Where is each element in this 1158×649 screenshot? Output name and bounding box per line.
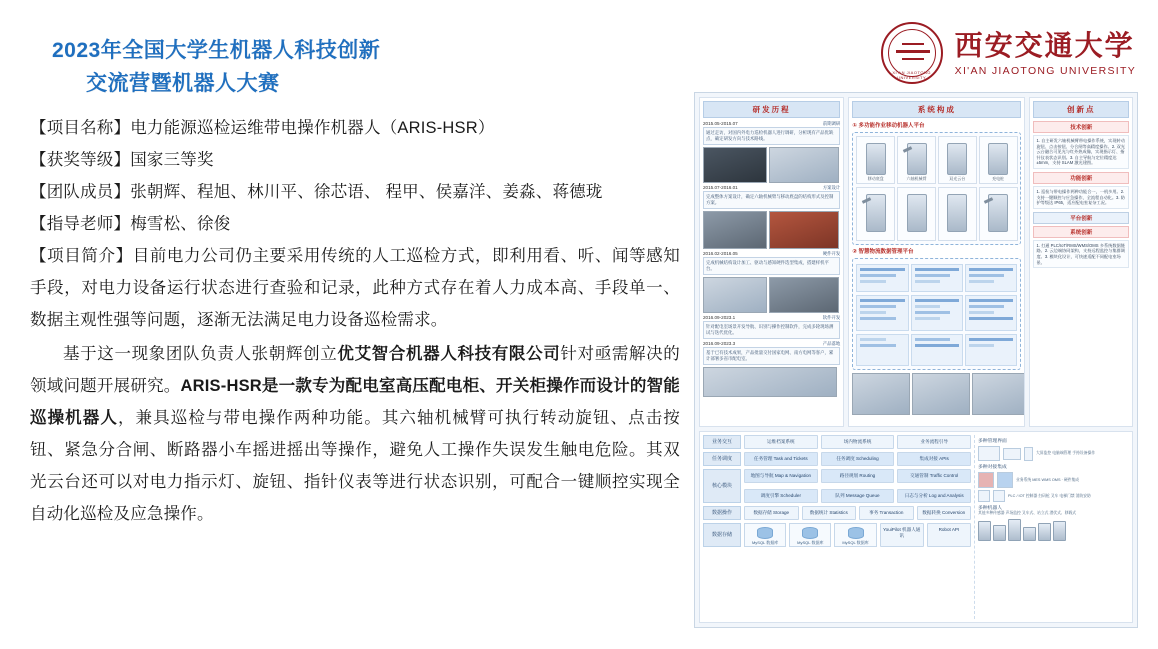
architecture-db-label: MySQL 数据库 xyxy=(751,540,779,545)
history-note-1: 完成整体方案设计，确定六轴机械臂与移动底盘的结构形式及控制方案。 xyxy=(703,191,840,209)
architecture-integrations xyxy=(974,435,1129,619)
system-block1-title: ① 多功能作业移动机器人平台 xyxy=(852,123,925,129)
page-title-line2: 交流营暨机器人大赛 xyxy=(86,72,280,95)
phone-icon xyxy=(1024,447,1033,461)
field-label-advisors: 【指导老师】 xyxy=(30,215,131,233)
monitor-icon xyxy=(978,446,1000,461)
platform-screen xyxy=(911,295,963,331)
history-entry xyxy=(703,185,840,209)
robot-cell xyxy=(938,187,977,241)
innovation-group-title-2: 系统创新 xyxy=(1033,226,1129,238)
system-robot-platform xyxy=(852,132,1021,245)
field-row-advisors xyxy=(30,208,680,240)
system-block-icon xyxy=(978,472,994,488)
paragraph-seg3: 针对亟需解决的领域问题开展研究。 xyxy=(30,345,680,395)
history-photo xyxy=(703,277,767,313)
robot-cell xyxy=(897,136,936,184)
field-row-team-members xyxy=(30,176,680,208)
history-thumbs-2 xyxy=(703,277,840,313)
integration-caption-1: 业务系统 MES WMS OMS · 硬件集成 xyxy=(1016,477,1080,482)
scanner-icon xyxy=(993,490,1005,502)
architecture-cell: 数据存储 Storage xyxy=(744,506,799,520)
innovation-heading: 创新点 xyxy=(1033,101,1129,118)
platform-screen xyxy=(965,295,1017,331)
field-value-project-name: 电力能源巡检运维带电操作机器人（ARIS-HSR） xyxy=(130,119,495,137)
history-stage-2: 硬件开发 xyxy=(822,251,841,256)
robot-icon xyxy=(1023,527,1036,541)
architecture-cell: 业务流程引导 xyxy=(897,435,971,449)
robot-cell-caption-0: 移动底盘 xyxy=(867,176,884,181)
system-data-platform xyxy=(852,258,1021,370)
field-row-project-name xyxy=(30,112,680,144)
history-date-4: 2016.09-2023.3 xyxy=(703,341,736,346)
integration-devices xyxy=(978,490,1129,502)
field-value-intro: 目前电力公司仍主要采用传统的人工巡检方式，即利用看、听、闻等感知手段，对电力设备运行状态进行查验和记录，此种方式存在着人力成本高、手段单一、数据主观性强等问题，逐渐无法满足电力设备巡检需求。 xyxy=(30,247,680,329)
architecture-cell: 调度引擎 Scheduler xyxy=(744,489,818,503)
history-entry xyxy=(703,251,840,275)
laptop-icon xyxy=(1003,448,1021,460)
poster-column-innovation xyxy=(1029,97,1133,427)
integration-caption-2: PLC / IOT 控制器 扫码枪 叉车 电梯门禁 消防安防 xyxy=(1008,493,1091,498)
architecture-cell: Robot API xyxy=(927,523,971,547)
robot-icon xyxy=(1053,521,1066,541)
history-note-0: 通过走访，对国内外电力巡检机器人进行调研，分析现有产品优缺点，确定研发方向与技术路线。 xyxy=(703,127,840,145)
system-block-icon xyxy=(997,472,1013,488)
architecture-db-label: MySQL 数据库 xyxy=(842,540,869,545)
architecture-row-label-0: 业务交互 xyxy=(703,435,741,449)
architecture-cell: 集成对接 APIs xyxy=(897,452,971,466)
architecture-cell: 数据转换 Conversion xyxy=(917,506,972,520)
robot-cell xyxy=(856,136,895,184)
architecture-cell: 路径规划 Routing xyxy=(821,469,895,483)
integration-caption-0: 大屏监控 电脑端管理 手持设备操作 xyxy=(1036,451,1096,455)
architecture-cell: 任务管理 Task and Tickets xyxy=(744,452,818,466)
paragraph-product-highlight: ARIS-HSR是一款专为配电室高压配电柜、开关柜操作而设计的智能巡操机器人 xyxy=(30,377,680,427)
history-thumbs-0 xyxy=(703,147,840,183)
architecture-cell: 日志与分析 Log and Analysis xyxy=(897,489,971,503)
robot-lineup xyxy=(978,519,1129,541)
history-stage-3: 软件开发 xyxy=(822,315,841,320)
innovation-group-body-1: 1. 巡检与带电操作两种功能合一，一机多用。2. 支持一键顺控与应急操作，全流程自动化。3. 防护等级达 IP65，适应配电室复杂工况。 xyxy=(1033,186,1129,209)
architecture-cell: 运维档案系统 xyxy=(744,435,818,449)
university-logo xyxy=(881,18,1136,88)
poster-column-system xyxy=(848,97,1025,427)
integration-devices xyxy=(978,472,1129,488)
paragraph-seg1: 基于这一现象团队负责人张朝辉创立 xyxy=(63,345,338,363)
architecture-db-cell xyxy=(744,523,786,547)
field-value-team-members: 张朝辉、程旭、林川平、徐芯语、 程甲、侯嘉洋、姜淼、蒋德珑 xyxy=(130,183,603,201)
history-stage-1: 方案设计 xyxy=(822,185,841,190)
field-value-award-level: 国家三等奖 xyxy=(130,151,214,169)
architecture-db-cell xyxy=(834,523,876,547)
architecture-cell: 交通管制 Traffic Control xyxy=(897,469,971,483)
university-name-cn: 西安交通大学 xyxy=(954,28,1135,62)
architecture-db-cell xyxy=(789,523,831,547)
architecture-db-label: MySQL 数据库 xyxy=(797,540,824,545)
architecture-cell: 任务调度 Scheduling xyxy=(821,452,895,466)
history-photo xyxy=(703,147,767,183)
page-title-line1: 2023年全国大学生机器人科技创新 xyxy=(52,39,381,62)
robot-icon xyxy=(978,521,991,541)
field-row-award-level xyxy=(30,144,680,176)
architecture-row-label-1: 任务调度 xyxy=(703,452,741,466)
integration-label-1: 多种对接集成 xyxy=(978,465,1007,470)
robot-cell xyxy=(979,187,1018,241)
robot-icon xyxy=(1008,519,1021,541)
history-photo xyxy=(703,367,837,397)
robot-cell-caption-1: 六轴机械臂 xyxy=(906,176,927,181)
architecture-matrix xyxy=(703,435,971,619)
history-date-1: 2015.07-2016.01 xyxy=(703,185,738,190)
history-thumbs-1 xyxy=(703,211,840,249)
architecture-cell: 数据统计 Statistics xyxy=(802,506,857,520)
robot-cell xyxy=(938,136,977,184)
seal-text: XI'AN JIAOTONG UNIVERSITY xyxy=(892,70,931,80)
university-name-en: XI'AN JIAOTONG UNIVERSITY xyxy=(954,64,1136,77)
innovation-group-body-0: 1. 自主研发六轴机械臂带电操作系统，实现转动旋钮、点击按钮、分合闸等高精度操作。2. 双光云台融合可见光与红外热成像，实现指示灯、指针仪表状态识别。3. 自主导航与定位精度达 ±5mm，支持 SLAM 激光建图。 xyxy=(1033,135,1129,169)
architecture-row xyxy=(703,523,971,547)
history-date-0: 2015.05-2015.07 xyxy=(703,121,738,126)
architecture-cell: 事务 Transaction xyxy=(859,506,914,520)
architecture-row xyxy=(703,506,971,520)
innovation-group-title-0: 技术创新 xyxy=(1033,121,1129,133)
integration-label-3: 多种机器人 xyxy=(978,506,1002,511)
field-value-advisors: 梅雪松、徐俊 xyxy=(130,215,231,233)
integration-label-0: 多种管理界面 xyxy=(978,439,1007,444)
robot-cell xyxy=(856,187,895,241)
poster-architecture-section xyxy=(699,431,1133,623)
platform-screen xyxy=(856,264,908,292)
field-label-award-level: 【获奖等级】 xyxy=(30,151,131,169)
architecture-row-label-2: 核心模块 xyxy=(703,469,741,503)
architecture-cell: YouiPilot 机器人通讯 xyxy=(880,523,924,547)
controller-icon xyxy=(978,490,990,502)
field-label-intro: 【项目简介】 xyxy=(30,247,133,265)
architecture-row-label-3: 数据操作 xyxy=(703,506,741,520)
field-label-team-members: 【团队成员】 xyxy=(30,183,131,201)
university-seal-icon xyxy=(881,22,943,84)
system-photo xyxy=(912,373,970,415)
integration-caption-3: 其他多种传感器 声场监控 叉车式、站立式 潜伏式、移载式 xyxy=(978,511,1077,515)
history-entry xyxy=(703,341,840,365)
field-row-intro xyxy=(30,240,680,336)
history-note-3: 针对配电室场景开发导航、识别与操作控制软件，完成多轮现场测试与迭代优化。 xyxy=(703,321,840,339)
integration-devices xyxy=(978,446,1129,461)
robot-cell-caption-3: 充电桩 xyxy=(992,176,1005,181)
system-photo xyxy=(972,373,1025,415)
architecture-row xyxy=(703,452,971,466)
history-date-2: 2016.02-2016.05 xyxy=(703,251,738,256)
project-paragraph xyxy=(30,338,680,530)
field-label-project-name: 【项目名称】 xyxy=(30,119,131,137)
architecture-row xyxy=(703,435,971,449)
history-photo xyxy=(769,211,839,249)
project-description xyxy=(30,112,680,530)
page-title xyxy=(52,34,652,100)
poster-column-history xyxy=(699,97,844,427)
history-thumbs-4 xyxy=(703,367,840,397)
platform-screen xyxy=(911,264,963,292)
platform-screen xyxy=(856,334,908,366)
history-entry xyxy=(703,315,840,339)
platform-screen xyxy=(856,295,908,331)
history-date-3: 2016.09-2023.1 xyxy=(703,315,736,320)
history-note-4: 基于已有技术成果，产品批量交付国家电网、南方电网等客户，累计部署多省市配电室。 xyxy=(703,347,840,365)
history-note-2: 完成机械结构设计加工、驱动与感知硬件选型集成，搭建样机平台。 xyxy=(703,257,840,275)
robot-cell xyxy=(897,187,936,241)
platform-screen xyxy=(965,264,1017,292)
history-photo xyxy=(769,277,839,313)
history-photo xyxy=(703,211,767,249)
history-entry xyxy=(703,121,840,145)
system-photo xyxy=(852,373,910,415)
project-poster-image xyxy=(694,92,1138,628)
paragraph-company-name: 优艾智合机器人科技有限公司 xyxy=(337,345,561,363)
architecture-cell: 队列 Message Queue xyxy=(821,489,895,503)
robot-icon xyxy=(993,525,1006,541)
history-photo xyxy=(769,147,839,183)
platform-screen xyxy=(911,334,963,366)
platform-screen xyxy=(965,334,1017,366)
architecture-row-label-4: 数据存储 xyxy=(703,523,741,547)
history-stage-0: 前期调研 xyxy=(822,121,841,126)
system-heading: 系统构成 xyxy=(852,101,1021,118)
history-stage-4: 产品落地 xyxy=(822,341,841,346)
architecture-cell: 地图与导航 Map & Navigation xyxy=(744,469,818,483)
robot-cell xyxy=(979,136,1018,184)
history-heading: 研发历程 xyxy=(703,101,840,118)
innovation-group-title-1: 功能创新 xyxy=(1033,172,1129,184)
poster-top-section xyxy=(699,97,1133,427)
architecture-cell: 场内物流系统 xyxy=(821,435,895,449)
innovation-group-body-2: 1. 打通 PLC/IoT/RMS/WMS/OMS 多系统数据链路。2. 云边端协同架构，支持远程监控与集群调度。3. 模块化设计，可快速适配不同配电室场景。 xyxy=(1033,240,1129,268)
innovation-platform-tag: 平台创新 xyxy=(1033,212,1129,224)
system-block2-title: ② 智慧物流数据管理平台 xyxy=(852,249,914,255)
robot-icon xyxy=(1038,523,1051,541)
paragraph-seg5: ，兼具巡检与带电操作两种功能。其六轴机械臂可执行转动旋钮、点击按钮、紧急分合闸、断路器小车摇进摇出等操作，避免人工操作失误发生触电危险。其双光云台还可以对电力指示灯、旋钮、指针仪表等进行状态识别，可配合一键顺控实现全自动化巡检及应急操作。 xyxy=(30,409,681,523)
architecture-row xyxy=(703,469,971,503)
robot-cell-caption-2: 双光云台 xyxy=(949,176,966,181)
